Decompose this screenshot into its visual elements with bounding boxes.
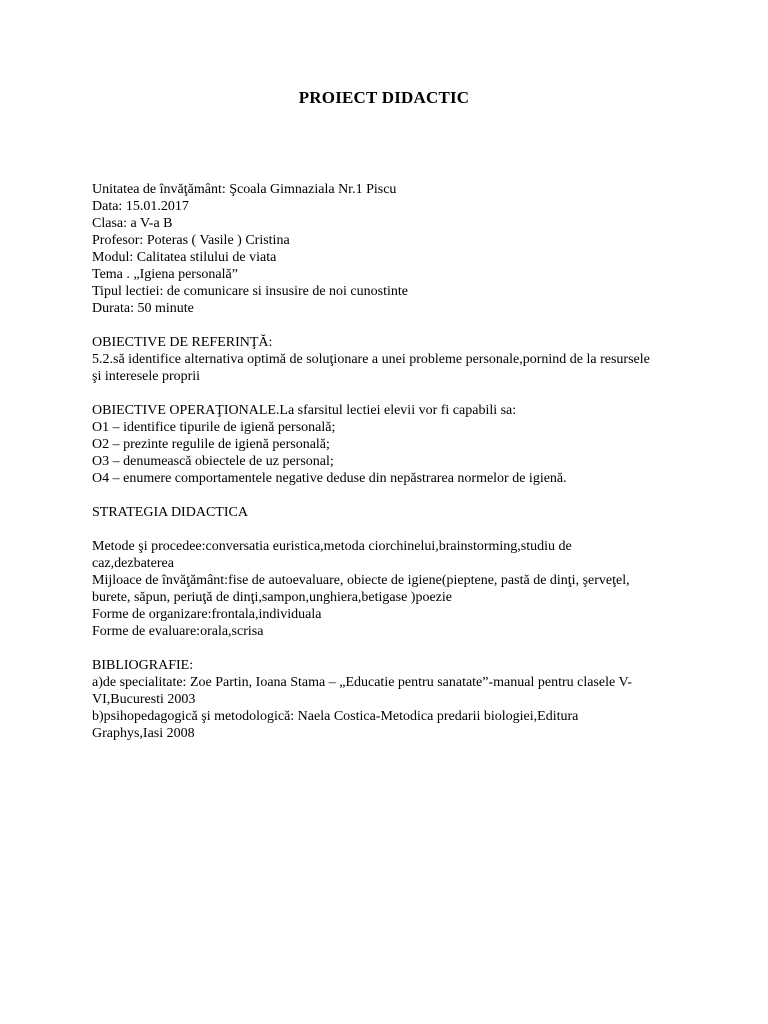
section-obiective-referinta xyxy=(92,334,692,385)
section-line: Graphys,Iasi 2008 xyxy=(92,726,195,741)
spacer xyxy=(92,487,692,504)
spacer xyxy=(92,521,692,538)
objective-item: O2 – prezinte regulile de igienă personală; xyxy=(92,437,330,452)
section-strategia xyxy=(92,504,692,640)
document-title: PROIECT DIDACTIC xyxy=(298,88,470,107)
objective-item: O3 – denumească obiectele de uz personal; xyxy=(92,454,334,469)
spacer xyxy=(92,385,692,402)
section-line: 5.2.să identifice alternativa optimă de soluţionare a unei probleme personale,pornind de la resursele xyxy=(92,352,650,367)
section-line: Mijloace de învăţământ:fise de autoevaluare, obiecte de igiene(pieptene, pastă de dinţi, şerveţel, xyxy=(92,573,630,588)
section-line: a)de specialitate: Zoe Partin, Ioana Stama – „Educatie pentru sanatate”-manual pentru clasele V- xyxy=(92,675,632,690)
objective-item: O4 – enumere comportamentele negative deduse din nepăstrarea normelor de igienă. xyxy=(92,471,567,486)
section-obiective-operationale xyxy=(92,402,692,487)
section-heading: OBIECTIVE OPERAŢIONALE.La sfarsitul lectiei elevii vor fi capabili sa: xyxy=(92,403,517,418)
objective-item: O1 – identifice tipurile de igienă personală; xyxy=(92,420,336,435)
info-line: Tipul lectiei: de comunicare si insusire de noi cunostinte xyxy=(92,284,408,299)
general-info xyxy=(92,181,692,317)
section-line: caz,dezbaterea xyxy=(92,556,174,571)
section-line: burete, săpun, periuţă de dinţi,sampon,unghiera,betigase )poezie xyxy=(92,590,452,605)
info-line: Data: 15.01.2017 xyxy=(92,199,189,214)
section-line: VI,Bucuresti 2003 xyxy=(92,692,196,707)
info-line: Clasa: a V-a B xyxy=(92,216,173,231)
section-line: Metode şi procedee:conversatia euristica,metoda ciorchinelui,brainstorming,studiu de xyxy=(92,539,572,554)
info-line: Durata: 50 minute xyxy=(92,301,194,316)
info-line: Tema . „Igiena personală” xyxy=(92,267,238,282)
info-line: Modul: Calitatea stilului de viata xyxy=(92,250,277,265)
section-line: Forme de organizare:frontala,individuala xyxy=(92,607,322,622)
info-line: Profesor: Poteras ( Vasile ) Cristina xyxy=(92,233,290,248)
section-bibliografie xyxy=(92,657,692,742)
section-heading: BIBLIOGRAFIE: xyxy=(92,658,194,673)
section-heading: OBIECTIVE DE REFERINŢĂ: xyxy=(92,335,273,350)
document-body xyxy=(92,181,692,742)
info-line: Unitatea de învăţământ: Şcoala Gimnaziala Nr.1 Piscu xyxy=(92,182,397,197)
section-heading: STRATEGIA DIDACTICA xyxy=(92,505,248,520)
section-line: b)psihopedagogică şi metodologică: Naela Costica-Metodica predarii biologiei,Editura xyxy=(92,709,579,724)
spacer xyxy=(92,317,692,334)
spacer xyxy=(92,640,692,657)
section-line: şi interesele proprii xyxy=(92,369,201,384)
section-line: Forme de evaluare:orala,scrisa xyxy=(92,624,264,639)
